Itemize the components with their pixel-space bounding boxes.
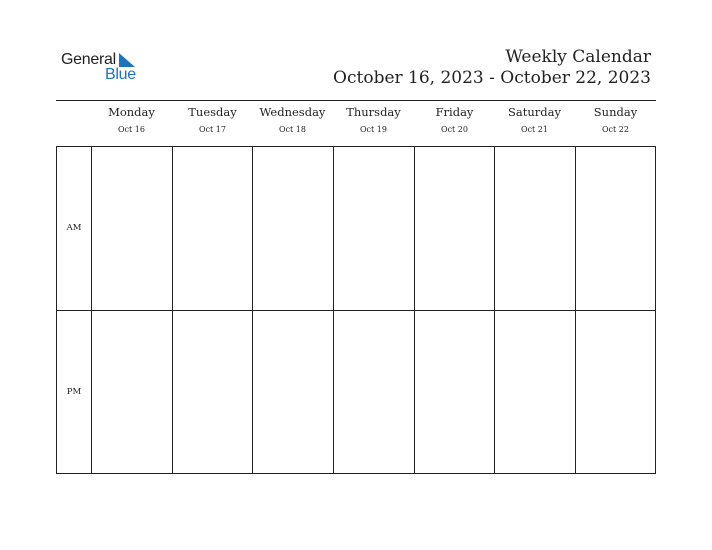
day-header-wednesday <box>252 103 333 139</box>
day-date: Oct 21 <box>521 125 548 134</box>
day-name: Friday <box>435 105 474 119</box>
day-name: Saturday <box>508 105 561 119</box>
day-header-tuesday <box>172 103 253 139</box>
pm-monday-cell[interactable] <box>92 311 172 473</box>
am-tuesday-cell[interactable] <box>173 147 252 310</box>
am-wednesday-cell[interactable] <box>253 147 333 310</box>
day-date: Oct 18 <box>279 125 306 134</box>
logo-triangle-icon <box>119 53 135 67</box>
day-name: Wednesday <box>259 105 326 119</box>
day-date: Oct 19 <box>360 125 387 134</box>
day-name: Thursday <box>346 105 401 119</box>
day-header-monday <box>91 103 172 139</box>
day-date: Oct 20 <box>441 125 468 134</box>
pm-saturday-cell[interactable] <box>495 311 575 473</box>
am-sunday-cell[interactable] <box>576 147 655 310</box>
row-label-am: AM <box>66 223 82 233</box>
day-header-thursday <box>333 103 414 139</box>
day-date: Oct 17 <box>199 125 226 134</box>
day-date: Oct 16 <box>118 125 145 134</box>
am-friday-cell[interactable] <box>415 147 494 310</box>
calendar-grid <box>56 146 656 474</box>
am-saturday-cell[interactable] <box>495 147 575 310</box>
pm-sunday-cell[interactable] <box>576 311 655 473</box>
day-name: Sunday <box>593 105 638 119</box>
day-header-friday <box>414 103 495 139</box>
day-name: Tuesday <box>188 105 237 119</box>
generalblue-logo <box>61 50 151 86</box>
day-header-saturday <box>494 103 575 139</box>
logo-general-text: General <box>61 51 116 68</box>
pm-wednesday-cell[interactable] <box>253 311 333 473</box>
pm-friday-cell[interactable] <box>415 311 494 473</box>
day-date: Oct 22 <box>602 125 629 134</box>
pm-thursday-cell[interactable] <box>334 311 414 473</box>
calendar-date-range: October 16, 2023 - October 22, 2023 <box>333 68 651 88</box>
am-monday-cell[interactable] <box>92 147 172 310</box>
header-divider <box>56 100 656 101</box>
logo-blue-text: Blue <box>105 66 136 83</box>
day-name: Monday <box>108 105 155 119</box>
calendar-title: Weekly Calendar <box>505 47 651 67</box>
am-thursday-cell[interactable] <box>334 147 414 310</box>
day-header-sunday <box>575 103 656 139</box>
row-label-pm: PM <box>66 387 82 397</box>
pm-tuesday-cell[interactable] <box>173 311 252 473</box>
